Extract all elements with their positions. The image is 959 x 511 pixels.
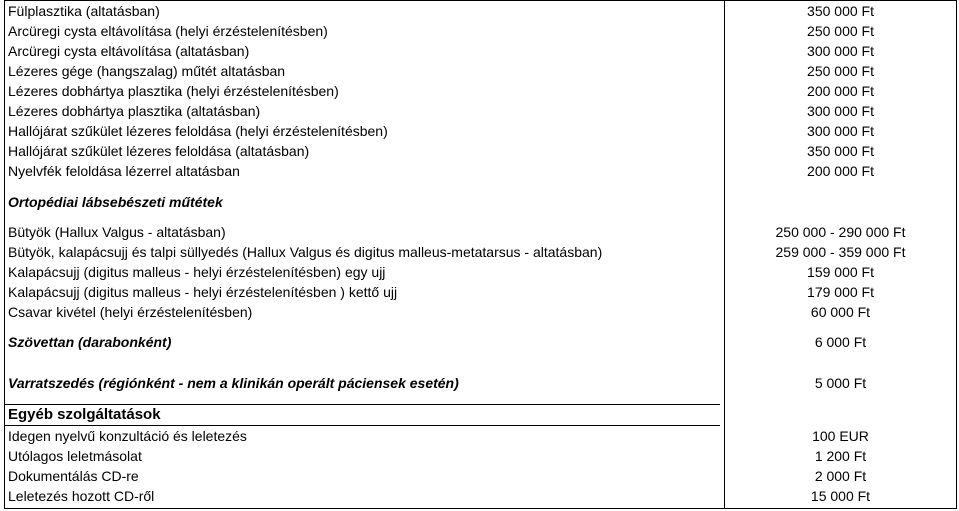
service-name: Fülplasztika (altatásban) xyxy=(8,3,160,19)
section-heading-ortho: Ortopédiai lábsebészeti műtétek xyxy=(8,194,223,210)
section-heading-other: Egyéb szolgáltatások xyxy=(8,406,161,423)
service-price: 2 000 Ft xyxy=(814,468,867,484)
section-heading-suture: Varratszedés (régiónként - nem a klinikán operált páciensek esetén) xyxy=(8,375,459,391)
section-heading-row xyxy=(5,405,956,425)
table-row xyxy=(5,161,956,181)
service-price: 350 000 Ft xyxy=(807,3,874,19)
service-name: Hallójárat szűkület lézeres feloldása (helyi érzéstelenítésben) xyxy=(8,123,388,139)
table-row xyxy=(5,61,956,81)
service-name: Csavar kivétel (helyi érzéstelenítésben) xyxy=(8,304,253,320)
service-price: 350 000 Ft xyxy=(807,143,874,159)
service-price: 300 000 Ft xyxy=(807,123,874,139)
table-row xyxy=(5,141,956,161)
service-name: Bütyök (Hallux Valgus - altatásban) xyxy=(8,224,226,240)
service-price: 250 000 - 290 000 Ft xyxy=(775,224,906,240)
service-name: Lézeres dobhártya plasztika (helyi érzéstelenítésben) xyxy=(8,83,339,99)
service-name: Hallójárat szűkület lézeres feloldása (altatásban) xyxy=(8,143,310,159)
section-heading-tissue: Szövettan (darabonként) xyxy=(8,334,172,350)
service-name: Utólagos leletmásolat xyxy=(8,448,142,464)
service-price: 250 000 Ft xyxy=(807,63,874,79)
table-row xyxy=(5,21,956,41)
table-row xyxy=(5,41,956,61)
section-row-suture xyxy=(5,373,956,393)
section-heading-row xyxy=(5,192,956,212)
table-row xyxy=(5,101,956,121)
service-name: Arcüregi cysta eltávolítása (helyi érzéstelenítésben) xyxy=(8,23,328,39)
price-table xyxy=(4,0,957,509)
service-name: Lézeres dobhártya plasztika (altatásban) xyxy=(8,103,261,119)
service-name: Kalapácsujj (digitus malleus - helyi érzéstelenítésben) egy ujj xyxy=(8,264,386,280)
service-price: 6 000 Ft xyxy=(814,334,867,350)
service-name: Kalapácsujj (digitus malleus - helyi érzéstelenítésben ) kettő ujj xyxy=(8,284,398,300)
table-row xyxy=(5,282,956,302)
table-row xyxy=(5,426,956,446)
service-price: 100 EUR xyxy=(812,428,869,444)
service-price: 179 000 Ft xyxy=(807,284,874,300)
table-row xyxy=(5,302,956,322)
table-row xyxy=(5,486,956,506)
table-row xyxy=(5,222,956,242)
table-row xyxy=(5,262,956,282)
service-price: 5 000 Ft xyxy=(814,375,867,391)
table-row xyxy=(5,242,956,262)
table-row xyxy=(5,81,956,101)
service-name: Arcüregi cysta eltávolítása (altatásban) xyxy=(8,43,250,59)
section-row-tissue xyxy=(5,332,956,352)
table-row xyxy=(5,121,956,141)
service-name: Dokumentálás CD-re xyxy=(8,468,139,484)
service-name: Nyelvfék feloldása lézerrel altatásban xyxy=(8,163,240,179)
service-name: Leletezés hozott CD-ről xyxy=(8,488,155,504)
service-price: 159 000 Ft xyxy=(807,264,874,280)
service-name: Bütyök, kalapácsujj és talpi süllyedés (Hallux Valgus és digitus malleus-metatarsus - altatásban) xyxy=(8,244,603,260)
service-price: 259 000 - 359 000 Ft xyxy=(775,244,906,260)
service-price: 300 000 Ft xyxy=(807,43,874,59)
table-row xyxy=(5,446,956,466)
service-price: 1 200 Ft xyxy=(814,448,867,464)
table-row xyxy=(5,1,956,21)
service-price: 300 000 Ft xyxy=(807,103,874,119)
service-price: 60 000 Ft xyxy=(810,304,871,320)
service-price: 200 000 Ft xyxy=(807,83,874,99)
service-name: Lézeres gége (hangszalag) műtét altatásban xyxy=(8,63,286,79)
service-name: Idegen nyelvű konzultáció és leletezés xyxy=(8,428,247,444)
service-price: 200 000 Ft xyxy=(807,163,874,179)
service-price: 15 000 Ft xyxy=(810,488,871,504)
service-price: 250 000 Ft xyxy=(807,23,874,39)
table-row xyxy=(5,466,956,486)
